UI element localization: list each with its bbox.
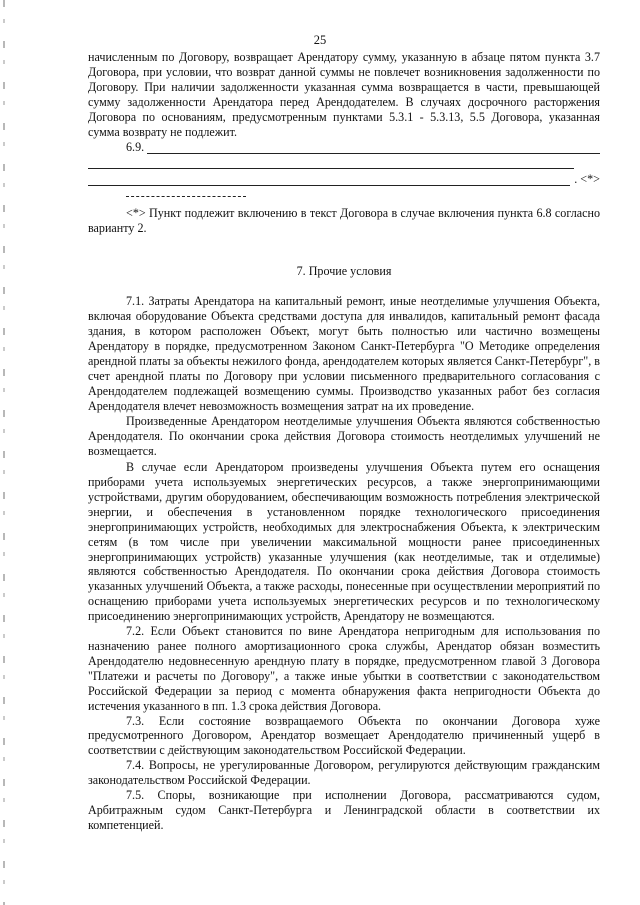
paragraph-7-4: 7.4. Вопросы, не урегулированные Договором, регулируются действующим гражданским законодательством Российской Федерации.	[88, 758, 600, 788]
clause-6-9-row	[88, 139, 600, 154]
clause-6-9-blank-line	[147, 142, 600, 154]
footnote-separator	[126, 190, 246, 197]
paragraph-7-2: 7.2. Если Объект становится по вине Арендатора непригодным для использования по назначению ранее полного амортизационного срока службы, Арендатор обязан возместить Арендодателю недовнесенную арендную плату в порядке, предусмотренном главой 3 Договора "Платежи и расчеты по Договору", а также иные убытки в соответствии с законодательством Российской Федерации за период с момента обнаружения факта непригодности Объекта до истечения указанного в пп. 1.3 срока действия Договора.	[88, 624, 600, 713]
paragraph-7-1: 7.1. Затраты Арендатора на капитальный ремонт, иные неотделимые улучшения Объекта, включая оборудование Объекта средствами доступа для инвалидов, капитальный ремонт фасада здания, в котором расположен Объект, могут быть полностью или частично возмещены Арендатору в порядке, предусмотренном Законом Санкт-Петербурга "О Методике определения арендной платы за объекты нежилого фонда, арендодателем которых является Санкт-Петербург", в счет арендной платы по Договору при условии письменного предварительного согласования с Арендодателем подлежащей возмещению суммы. Производство указанных работ без согласия Арендодателя влечет невозможность возмещения затрат на их проведение.	[88, 294, 600, 413]
clause-6-9-blank-line-2	[88, 154, 574, 169]
paragraph-7-3: 7.3. Если состояние возвращаемого Объекта по окончании Договора хуже предусмотренного Договором, Арендатор возмещает Арендодателю причиненный ущерб в соответствии с действующим законодательством Российской Федерации.	[88, 713, 600, 758]
footnote-marker: . <*>	[574, 171, 600, 186]
section-7-title: 7. Прочие условия	[296, 264, 392, 279]
clause-6-9-label: 6.9.	[126, 139, 145, 154]
footnote-text: <*> Пункт подлежит включению в текст Договора в случае включения пункта 6.8 согласно варианту 2.	[88, 206, 600, 236]
clause-6-9-last-line	[88, 169, 600, 186]
scan-edge-mark	[3, 0, 5, 905]
paragraph-7-5: 7.5. Споры, возникающие при исполнении Договора, рассматриваются судом, Арбитражным судом Санкт-Петербурга и Ленинградской области в соответствии их компетенцией.	[88, 788, 600, 832]
paragraph-7-1-metering: В случае если Арендатором произведены улучшения Объекта путем его оснащения приборами учета используемых энергетических ресурсов, а также энергопринимающими устройствами, другим оборудованием, обеспечивающим возможность потребления электрической энергии, и обеспечения в установленном порядке технологического присоединения энергопринимающих устройств, необходимых для электроснабжения Объекта, к электрическим сетям (в том числе при увеличении максимальной мощности ранее присоединенных энергопринимающих устройств) указанные улучшения (как неотделимые, так и отделимые) являются собственностью Арендодателя. По окончании срока действия Договора стоимость указанных улучшений Объекта, а также расходы, понесенные при осуществлении мероприятий по оснащению приборами учета используемых энергетических ресурсов и по технологическому присоединению энергопринимающих устройств, Арендатору не возмещаются.	[88, 460, 600, 624]
clause-6-9-blank-line-3	[88, 174, 570, 186]
document-body	[88, 50, 600, 833]
paragraph-6-8-continuation: начисленным по Договору, возвращает Арендатору сумму, указанную в абзаце пятом пункта 3.7 Договора, при условии, что возврат данной суммы не повлечет возникновения задолженности по Договору. При наличии задолженности указанная сумма возвращается в части, превышающей сумму задолженности Арендатора перед Арендодателем. В случаях досрочного расторжения Договора по основаниям, предусмотренным пунктами 5.3.1 - 5.3.13, 5.5 Договора, указанная сумма возврату не подлежит.	[88, 50, 600, 139]
paragraph-7-1-improvements: Произведенные Арендатором неотделимые улучшения Объекта являются собственностью Арендодателя. По окончании срока действия Договора стоимость неотделимых улучшений не возмещается.	[88, 414, 600, 459]
page-number: 25	[313, 33, 327, 47]
